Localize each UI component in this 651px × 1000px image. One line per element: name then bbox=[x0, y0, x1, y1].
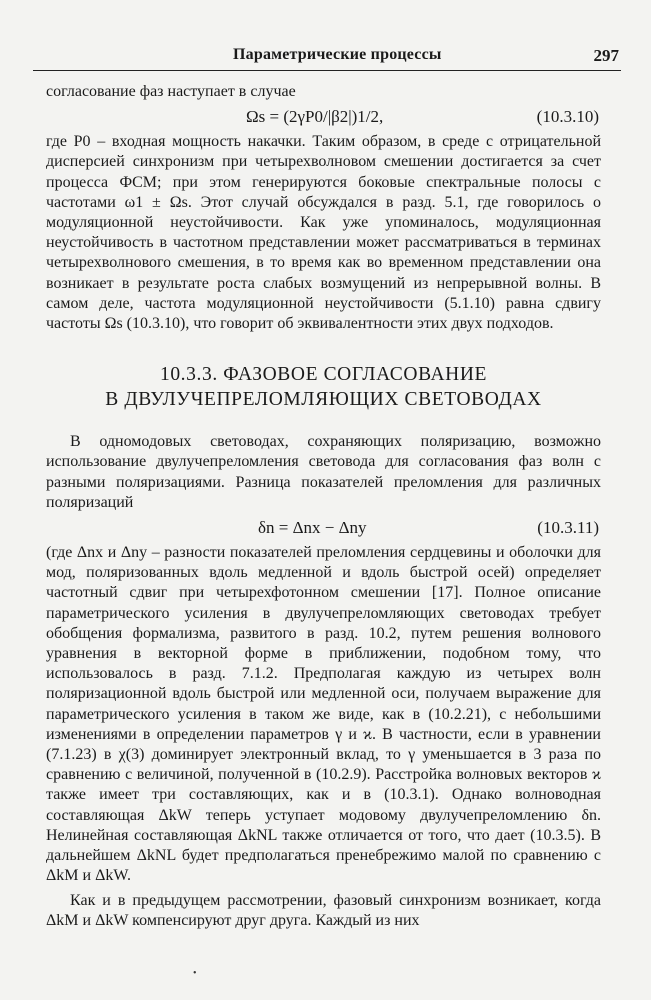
paragraph-phase-matching: Как и в предыдущем рассмотрении, фазовый синхронизм возникает, когда ΔkM и ΔkW компенсируют друг друга. Каждый из них bbox=[46, 891, 601, 929]
page-body bbox=[46, 82, 601, 931]
paragraph-parametric-gain: (где Δnx и Δny – разности показателей преломления сердцевины и оболочки для мод, поляризованных вдоль медленной и вдоль быстрой осей) определяет частотный сдвиг при четырехфотонном смешении [17]. Полное описание параметрического усиления в двулучепреломляющих световодах требует обобщения формализма, развитого в разд. 10.2, путем решения волнового уравнения в векторной форме в приближении, подобном тому, что использовалось в разд. 7.1.2. Предполагая каждую из четырех волн поляризационной вдоль быстрой или медленной оси, получаем выражение для параметрического усиления в таком же виде, как в (10.2.21), с небольшими изменениями в определении параметров γ и ϰ. В частности, если в уравнении (7.1.23) в χ(3) доминирует электронный вклад, то γ уменьшается в 3 раза по сравнению с величиной, полученной в (10.2.9). Расстройка волновых векторов ϰ также имеет три составляющих, как и в (10.3.1). Однако волноводная составляющая ΔkW теперь уступает модовому двулучепреломлению δn. Нелинейная составляющая ΔkNL также отличается от того, что дает (10.3.5). В дальнейшем ΔkNL будет предполагаться пренебрежимо малой по сравнению с ΔkM и ΔkW. bbox=[46, 544, 601, 885]
paragraph-modulation: где P0 – входная мощность накачки. Таким образом, в среде с отрицательной дисперсией синхронизм при четырехволновом смешении достигается за счет процесса ФСМ; при этом генерируются боковые спектральные полосы с частотами ω1 ± Ωs. Этот случай обсуждался в разд. 5.1, где говорилось о модуляционной неустойчивости. Как уже упоминалось, модуляционная неустойчивость в частотном представлении может рассматриваться в терминах четырехволнового смешения, в то время как во временном представлении она возникает в результате роста слабых возмущений из непрерывной волны. В самом деле, частота модуляционной неустойчивости (5.1.10) равна сдвигу частоты Ωs (10.3.10), что говорит об эквивалентности этих двух подходов. bbox=[46, 133, 601, 333]
section-heading-line-1: 10.3.3. ФАЗОВОЕ СОГЛАСОВАНИЕ bbox=[159, 364, 488, 386]
running-title: Параметрические процессы bbox=[233, 46, 442, 63]
equation-number: (10.3.11) bbox=[537, 518, 599, 538]
paragraph-birefringence: В одномодовых световодах, сохраняющих поляризацию, возможно использование двулучепреломления световода для согласования фаз волн с разными поляризациями. Разница показателей преломления для различных поляризаций bbox=[46, 433, 601, 511]
section-heading-line-2: В ДВУЛУЧЕПРЕЛОМЛЯЮЩИХ СВЕТОВОДАХ bbox=[105, 389, 542, 411]
print-speck: • bbox=[193, 968, 197, 979]
equation-expression: Ωs = (2γP0/|β2|)1/2, bbox=[246, 107, 384, 127]
equation-10-3-10 bbox=[46, 104, 601, 130]
page-number: 297 bbox=[593, 46, 619, 65]
paragraph-intro: согласование фаз наступает в случае bbox=[46, 83, 296, 100]
page-header bbox=[33, 44, 621, 71]
section-heading bbox=[46, 362, 601, 412]
equation-10-3-11 bbox=[46, 515, 601, 541]
equation-number: (10.3.10) bbox=[536, 107, 599, 127]
equation-expression: δn = Δnx − Δny bbox=[258, 518, 367, 538]
